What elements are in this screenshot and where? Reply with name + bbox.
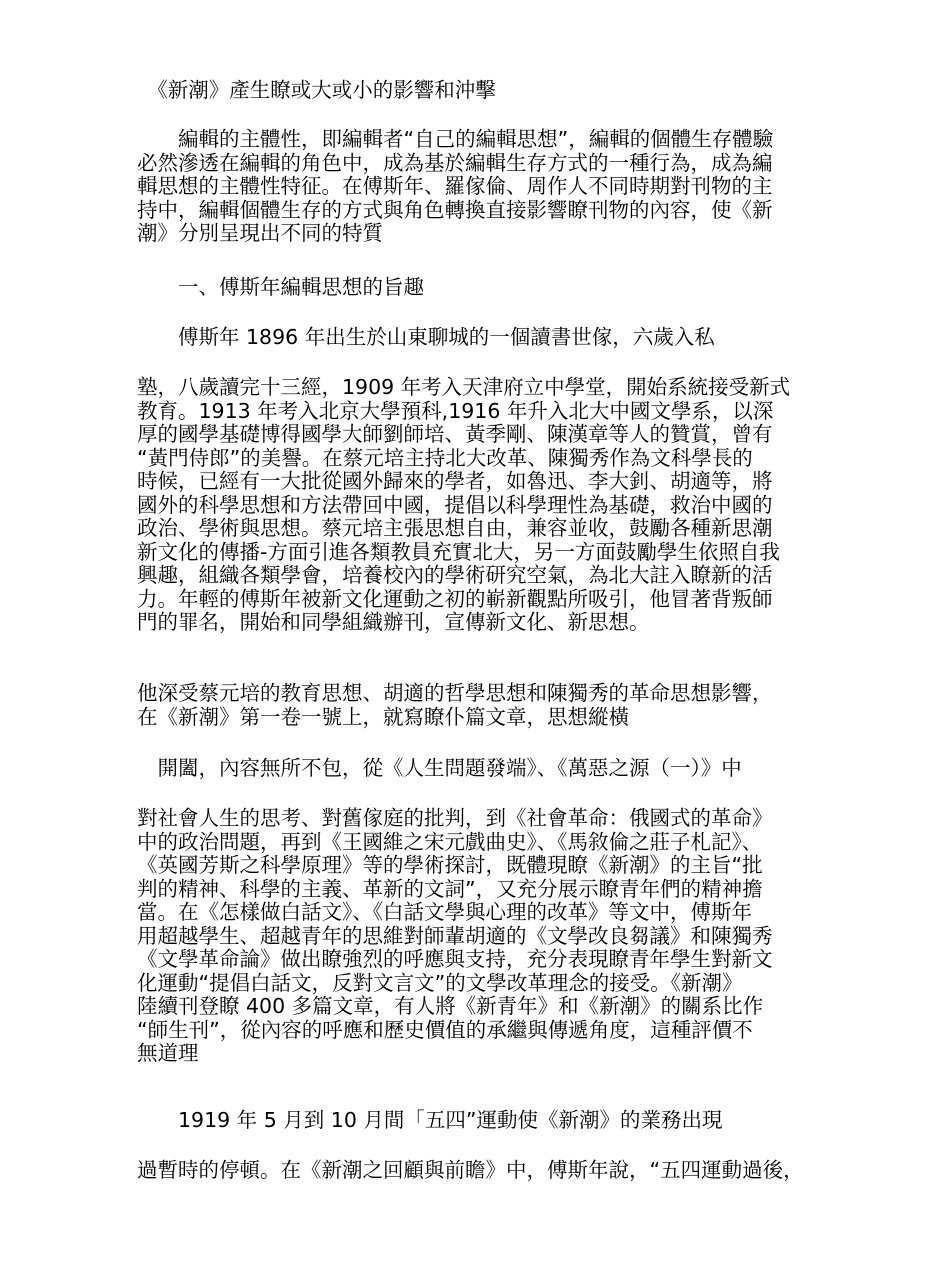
text-line: 厚的國學基礎博得國學大師劉師培、黃季剛、陳漢章等人的贊賞，曾有 — [137, 422, 773, 446]
text-line: 一、傅斯年編輯思想的旨趣 — [137, 275, 424, 299]
text-line: 興趣，組織各類學會，培養校內的學術研究空氣，為北大註入瞭新的活 — [137, 563, 773, 587]
text-line: 《文學革命論》做出瞭強烈的呼應與支持，充分表現瞭青年學生對新文 — [137, 947, 773, 971]
text-line: 開闔，內容無所不包，從《人生問題發端》、《萬惡之源（一）》中 — [137, 756, 742, 780]
intro-heading-line — [137, 79, 817, 103]
text-line: “黃門侍郎”的美譽。在蔡元培主持北大改革、陳獨秀作為文科學長的 — [137, 445, 753, 470]
text-line: 陸續刊登瞭 400 多篇文章，有人將《新青年》和《新潮》的關系比作 — [137, 994, 764, 1018]
text-line: 國外的科學思想和方法帶回中國，提倡以科學理性為基礎，救治中國的 — [137, 492, 773, 517]
text-line: 時候，已經有一大批從國外歸來的學者，如魯迅、李大釗、胡適等，將 — [137, 469, 773, 493]
paragraph-editorial-subjectivity — [137, 128, 817, 246]
text-line: 判的精神、科學的主義、革新的文詞”，又充分展示瞭青年們的精神擔 — [137, 876, 763, 901]
text-line: 1919 年 5 月到 10 月間「五四”運動使《新潮》的業務出現 — [137, 1108, 723, 1132]
text-line: 教育。1913 年考入北京大學預科,1916 年升入北大中國文學系，以深 — [137, 398, 774, 423]
paragraph-articles — [137, 807, 817, 1066]
text-line: 潮》分別呈現出不同的特質 — [137, 221, 383, 245]
paragraph-influences — [137, 682, 817, 729]
text-line: 持中，編輯個體生存的方式與角色轉換直接影響瞭刊物的內容，使《新 — [137, 197, 773, 222]
paragraph-content-range — [137, 757, 817, 781]
text-line: 對社會人生的思考、對舊傢庭的批判，到《社會革命：俄國式的革命》 — [137, 806, 773, 830]
text-line: 當。在《怎樣做白話文》、《白話文學與心理的改革》等文中，傅斯年 — [137, 900, 752, 924]
section-heading — [137, 276, 817, 300]
text-line: 過暫時的停頓。在《新潮之回顧與前瞻》中，傅斯年說，“五四運動過後， — [137, 1158, 804, 1182]
paragraph-may-fourth — [137, 1109, 817, 1133]
text-line: 政治、學術與思想。蔡元培主張思想自由，兼容並收，鼓勵各種新思潮 — [137, 516, 773, 540]
paragraph-fu-sinian-birth — [137, 326, 817, 350]
paragraph-pause — [137, 1159, 817, 1183]
text-line: 傅斯年 1896 年出生於山東聊城的一個讀書世傢，六歲入私 — [137, 325, 715, 349]
text-line: 《英國芳斯之科學原理》等的學術探討，既體現瞭《新潮》的主旨“批 — [137, 853, 763, 877]
text-line: 中的政治問題，再到《王國維之宋元戲曲史》、《馬敘倫之莊子札記》、 — [137, 829, 763, 854]
text-line: 必然滲透在編輯的角色中，成為基於編輯生存方式的一種行為，成為編 — [137, 150, 773, 175]
text-line: 在《新潮》第一卷一號上，就寫瞭仆篇文章，思想縱橫 — [137, 704, 629, 729]
text-line: 《新潮》產生瞭或大或小的影響和沖擊 — [137, 78, 496, 102]
text-line: 塾，八歲讀完十三經，1909 年考入天津府立中學堂，開始系統接受新式 — [137, 375, 791, 399]
text-line: 力。年輕的傅斯年被新文化運動之初的嶄新觀點所吸引，他冒著背叛師 — [137, 586, 773, 611]
text-line: 門的罪名，開始和同學組織辦刊，宣傳新文化、新思想。 — [137, 610, 650, 634]
text-line: 他深受蔡元培的教育思想、胡適的哲學思想和陳獨秀的革命思想影響， — [137, 681, 773, 705]
text-line: 編輯的主體性，即編輯者“自己的編輯思想”，編輯的個體生存體驗 — [137, 127, 774, 151]
text-line: “師生刊”，從內容的呼應和歷史價值的承繼與傳遞角度，這種評價不 — [137, 1017, 753, 1042]
text-line: 用超越學生、超越青年的思維對師輩胡適的《文學改良芻議》和陳獨秀 — [137, 923, 773, 948]
text-line: 輯思想的主體性特征。在傅斯年、羅傢倫、周作人不同時期對刊物的主 — [137, 174, 773, 198]
text-line: 新文化的傳播-方面引進各類教員充實北大，另一方面鼓勵學生依照自我 — [137, 539, 780, 564]
paragraph-fu-sinian-education — [137, 376, 817, 635]
text-line: 化運動“提倡白話文，反對文言文”的文學改革理念的接受。《新潮》 — [137, 970, 743, 995]
text-line: 無道理 — [137, 1041, 199, 1065]
